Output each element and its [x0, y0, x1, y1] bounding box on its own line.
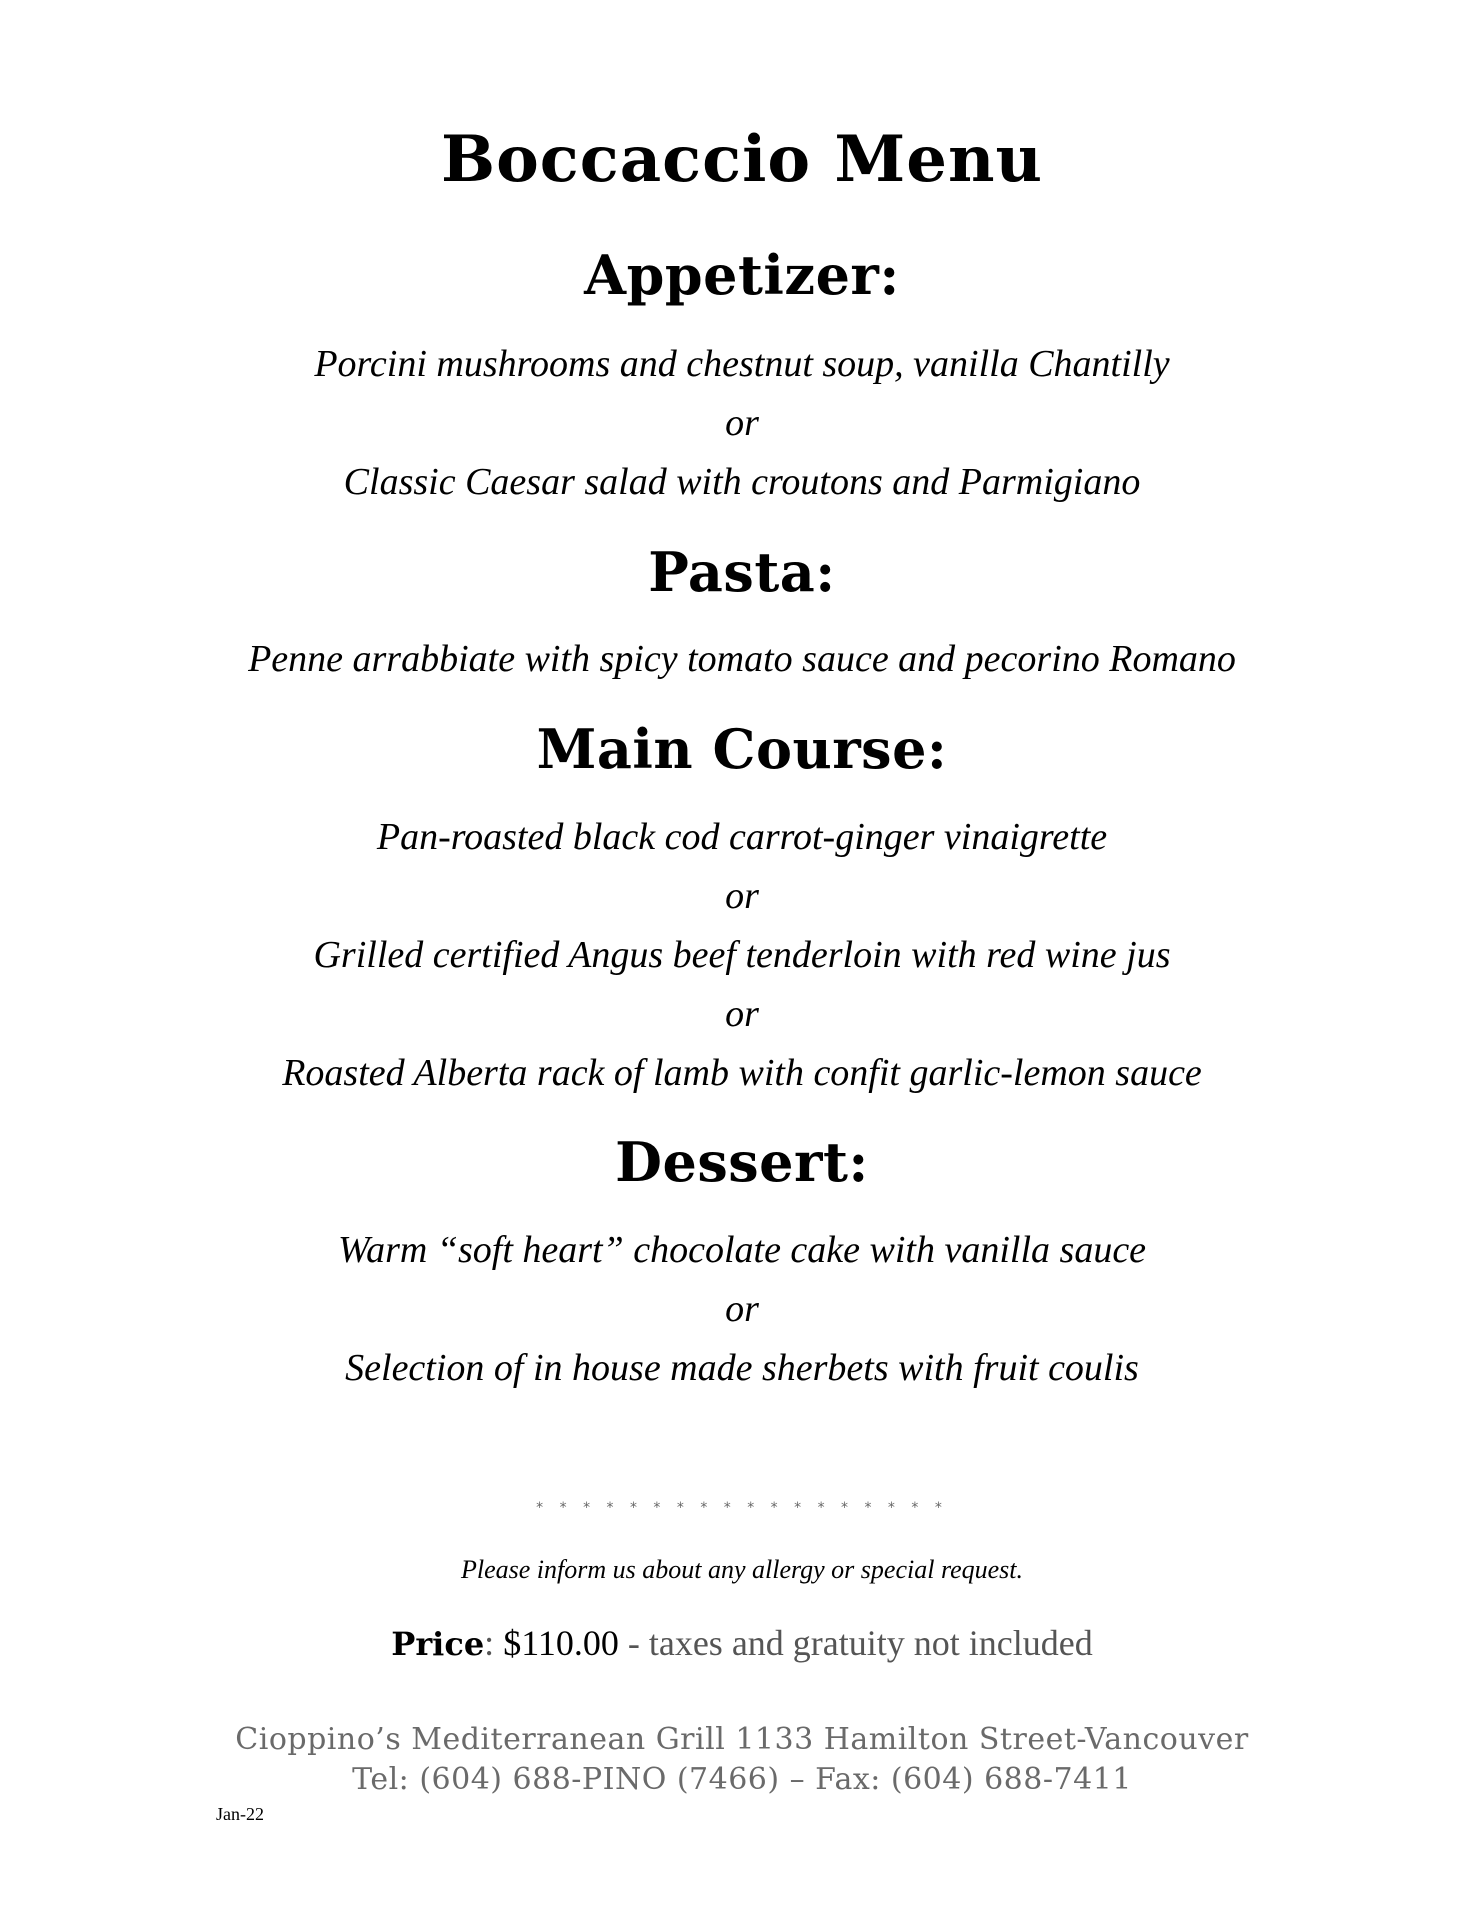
- menu-item: Pan-roasted black cod carrot-ginger vinaigrette: [376, 816, 1108, 858]
- section-heading-pasta: Pasta:: [648, 540, 836, 604]
- date-stamp: Jan-22: [216, 1804, 264, 1824]
- price-suffix: - taxes and gratuity not included: [627, 1623, 1093, 1663]
- menu-item-or: or: [725, 875, 759, 917]
- price-value: $110.00: [503, 1623, 619, 1663]
- menu-title: Boccaccio Menu: [440, 122, 1044, 197]
- menu-item: Grilled certified Angus beef tenderloin with red wine jus: [313, 934, 1171, 976]
- section-heading-main-course: Main Course:: [536, 717, 948, 781]
- price-separator: :: [484, 1623, 495, 1663]
- menu-item: Warm “soft heart” chocolate cake with vanilla sauce: [337, 1229, 1147, 1271]
- menu-item: Porcini mushrooms and chestnut soup, vanilla Chantilly: [314, 343, 1170, 385]
- menu-item: Penne arrabbiate with spicy tomato sauce and pecorino Romano: [248, 638, 1236, 680]
- menu-item: Roasted Alberta rack of lamb with confit garlic-lemon sauce: [282, 1052, 1202, 1094]
- price-label: Price: [391, 1625, 485, 1663]
- menu-item-or: or: [725, 402, 759, 444]
- restaurant-address: Cioppino’s Mediterranean Grill 1133 Hamilton Street-Vancouver: [235, 1722, 1249, 1757]
- price-line: [0, 1622, 1484, 1664]
- menu-item: Classic Caesar salad with croutons and Parmigiano: [343, 461, 1141, 503]
- star-divider: * * * * * * * * * * * * * * * * * *: [536, 1500, 948, 1516]
- section-heading-dessert: Dessert:: [615, 1130, 869, 1194]
- section-heading-appetizer: Appetizer:: [584, 243, 900, 307]
- menu-item-or: or: [725, 993, 759, 1035]
- restaurant-contact: Tel: (604) 688-PINO (7466) – Fax: (604) 688-7411: [352, 1762, 1132, 1797]
- allergy-note: Please inform us about any allergy or special request.: [460, 1555, 1024, 1584]
- menu-item: Selection of in house made sherbets with fruit coulis: [345, 1347, 1139, 1389]
- menu-item-or: or: [725, 1288, 759, 1330]
